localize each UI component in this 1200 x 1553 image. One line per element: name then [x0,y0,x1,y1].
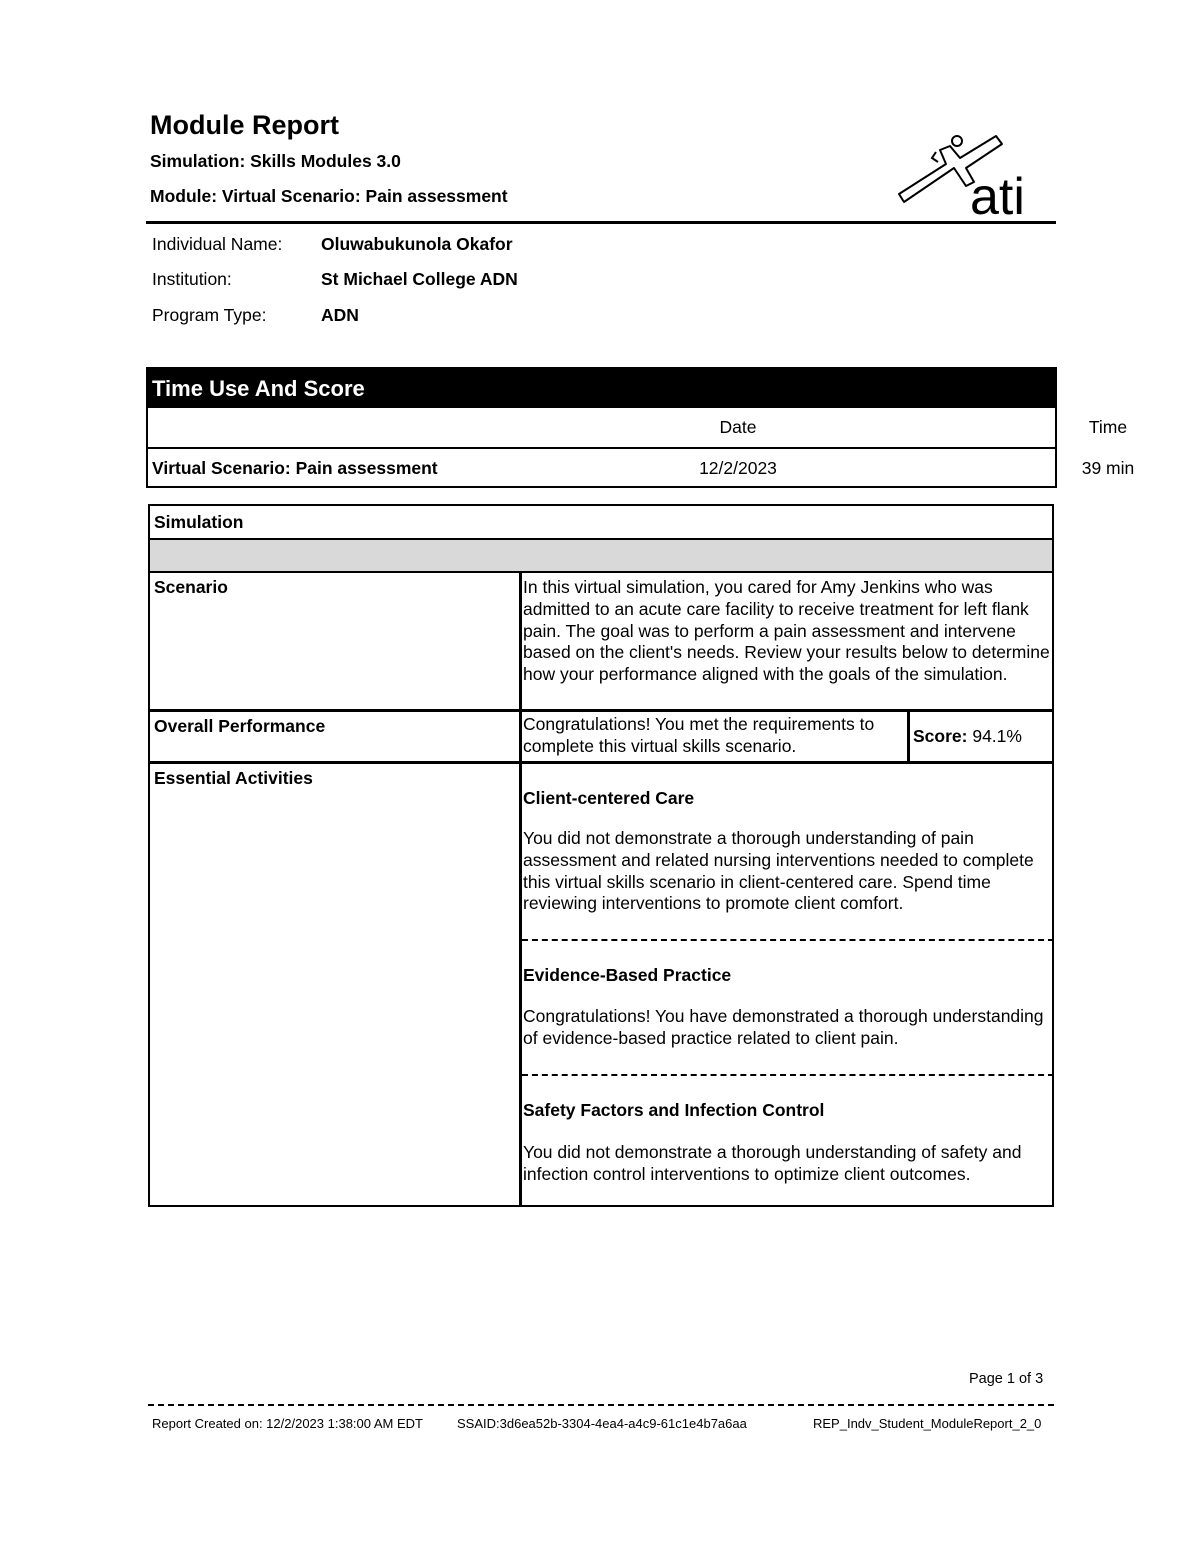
activity-title: Safety Factors and Infection Control [523,1100,825,1120]
program-label: Program Type: [152,305,267,325]
divider [150,761,1052,764]
name-value: Oluwabukunola Okafor [321,234,513,254]
column-divider [519,571,522,1207]
dashed-divider [522,939,1054,941]
scenario-label: Scenario [154,577,228,597]
row-date: 12/2/2023 [699,458,777,478]
module-subtitle: Module: Virtual Scenario: Pain assessment [150,186,508,206]
report-id: REP_Indv_Student_ModuleReport_2_0 [813,1416,1042,1431]
score-label: Score: [913,726,968,746]
logo-text: ati [970,168,1025,220]
scenario-text: In this virtual simulation, you cared for Amy Jenkins who was admitted to an acute care facility to receive treatment for left flank pain. The goal was to perform a pain assessment and intervene based on the client's needs. Review your results below to determine how your performance aligned with the goals of the simulation. [523,577,1050,685]
simulation-table [148,504,1054,1207]
page-title: Module Report [150,110,339,140]
report-created: Report Created on: 12/2/2023 1:38:00 AM EDT [152,1416,424,1431]
footer-divider [148,1404,1054,1406]
time-column-header: Time [1088,417,1128,437]
activity-text: You did not demonstrate a thorough understanding of safety and infection control interventions to optimize client outcomes. [523,1142,1022,1184]
dashed-divider [522,1074,1054,1076]
time-use-header-row [148,408,1128,447]
row-time: 39 min [1081,458,1135,478]
date-column-header: Date [719,417,757,437]
activity-text: You did not demonstrate a thorough understanding of pain assessment and related nursing interventions needed to complete this virtual skills scenario in client-centered care. Spend time reviewing interventions to promote client comfort. [523,828,1034,914]
institution-value: St Michael College ADN [321,269,518,289]
activity-text: Congratulations! You have demonstrated a thorough understanding of evidence-based practice related to client pain. [523,1006,1044,1048]
activity-title: Client-centered Care [523,788,695,808]
activity-title: Evidence-Based Practice [523,965,732,985]
table-row [148,447,1135,488]
header-divider [146,221,1056,224]
score-value: 94.1% [972,726,1022,746]
overall-label: Overall Performance [154,716,326,736]
institution-label: Institution: [152,269,232,289]
simulation-heading: Simulation [154,512,244,532]
name-label: Individual Name: [152,234,283,254]
time-use-table [146,367,1135,488]
overall-text: Congratulations! You met the requirements to complete this virtual skills scenario. [523,714,875,756]
essential-label: Essential Activities [154,768,313,788]
row-name: Virtual Scenario: Pain assessment [152,458,438,478]
ati-logo [892,128,1042,220]
gray-band [150,540,1052,571]
page-number: Page 1 of 3 [969,1371,1044,1387]
program-value: ADN [321,305,359,325]
time-use-heading: Time Use And Score [148,369,1055,408]
simulation-subtitle: Simulation: Skills Modules 3.0 [150,151,401,171]
divider [150,571,1052,573]
ssaid: SSAID:3d6ea52b-3304-4ea4-a4c9-61c1e4b7a6aa [457,1416,747,1431]
score-box [907,711,1054,761]
